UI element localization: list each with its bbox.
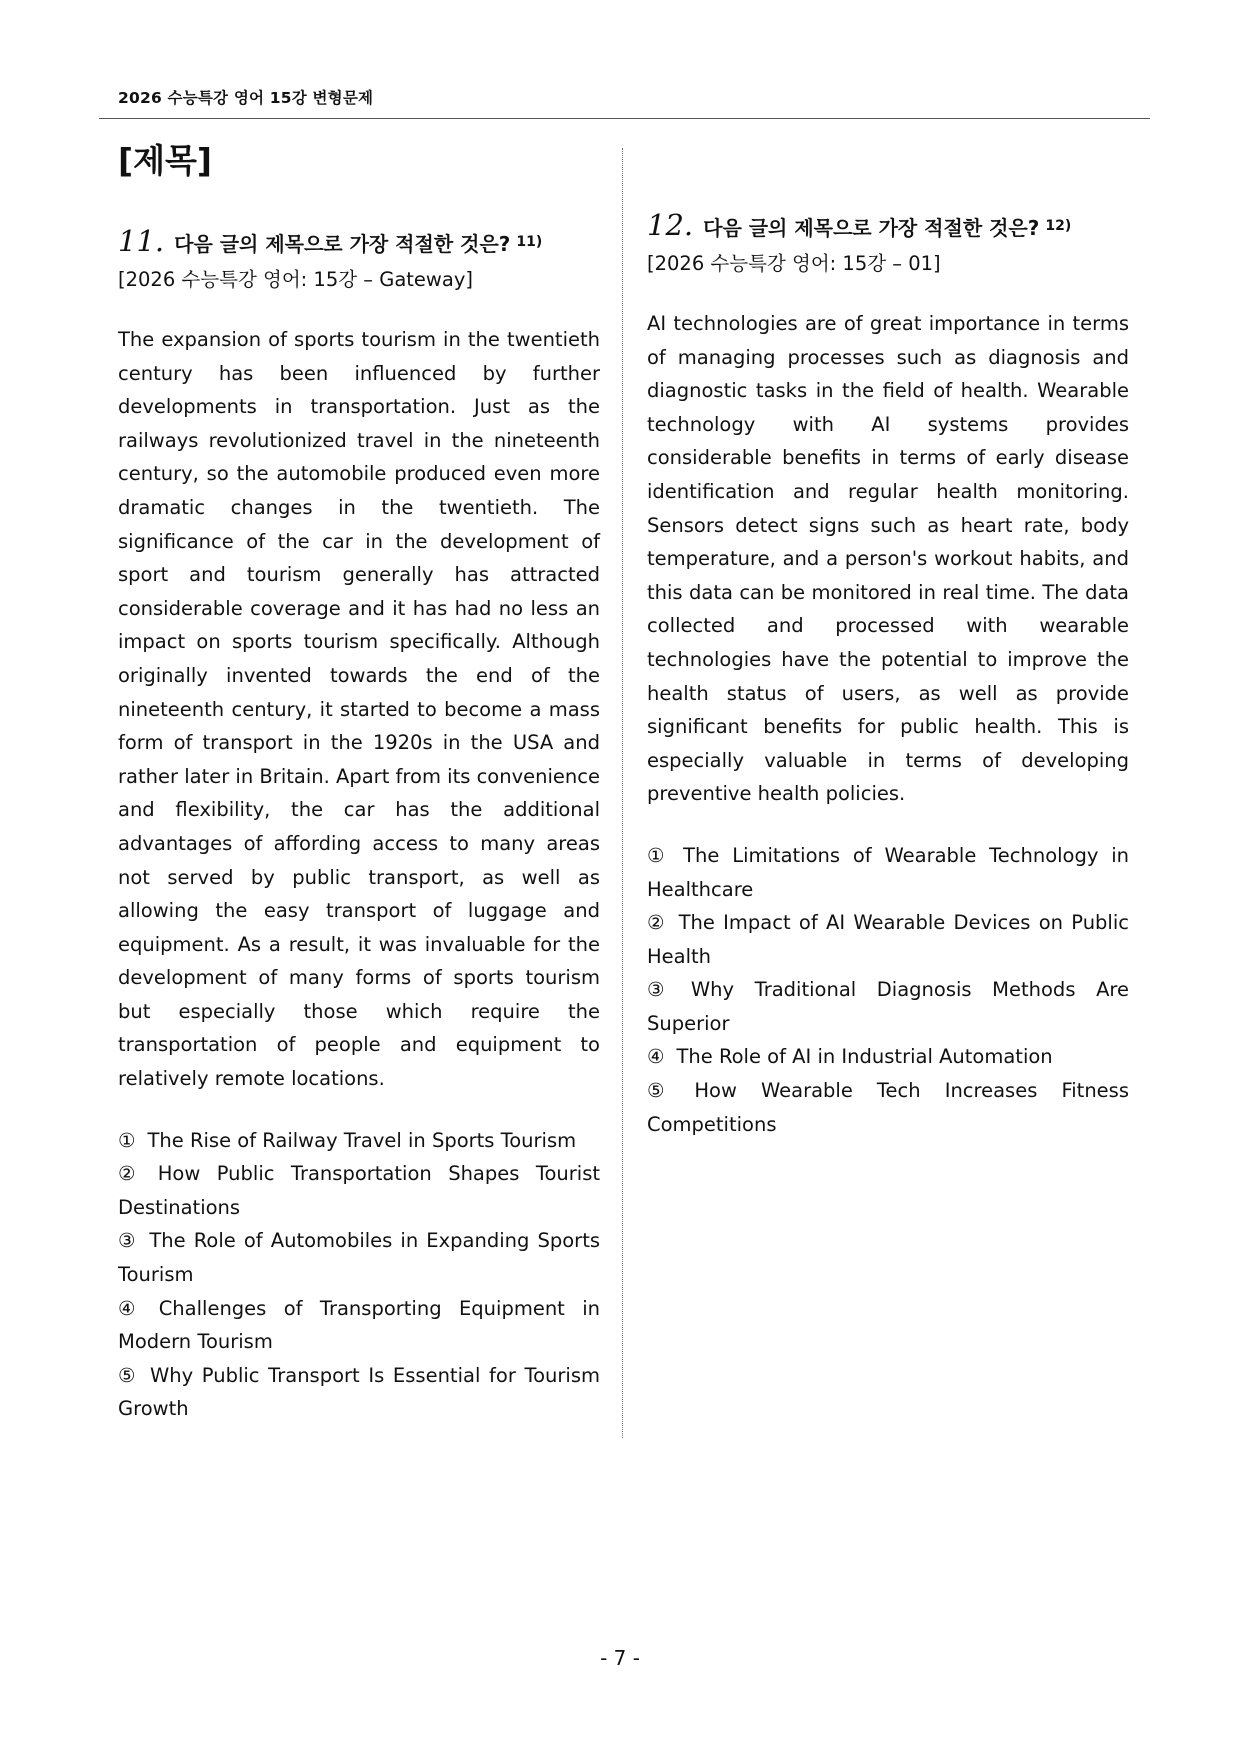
choice-text: How Public Transportation Shapes Tourist Destinations <box>118 1162 600 1219</box>
answer-choice-3[interactable] <box>118 1224 600 1291</box>
choice-text: The Impact of AI Wearable Devices on Public Health <box>647 911 1129 968</box>
footnote-marker: 11) <box>516 234 543 250</box>
answer-choice-2[interactable] <box>647 906 1129 973</box>
question-11 <box>118 226 600 1426</box>
choice-number: ⑤ <box>647 1079 683 1103</box>
question-12 <box>647 210 1129 1141</box>
question-passage: AI technologies are of great importance in terms of managing processes such as diagnosis and diagnostic tasks in the field of health. Wearable technology with AI systems provides considerable benefits in terms of early disease identification and regular health monitoring. Sensors detect signs such as heart rate, body temperature, and a person's workout habits, and this data can be monitored in real time. The data collected and processed with wearable technologies have the potential to improve the health status of users, as well as provide significant benefits for public health. This is especially valuable in terms of developing preventive health policies. <box>647 312 1129 806</box>
choice-number: ① <box>647 843 672 867</box>
question-heading <box>118 226 600 259</box>
question-number: 11. <box>118 224 165 258</box>
answer-choices <box>647 839 1129 1141</box>
answer-choice-4[interactable] <box>118 1292 600 1359</box>
choice-text: The Role of AI in Industrial Automation <box>676 1045 1053 1069</box>
answer-choice-2[interactable] <box>118 1157 600 1224</box>
section-title: [제목] <box>118 141 212 180</box>
choice-text: Why Public Transport Is Essential for Tourism Growth <box>118 1363 600 1421</box>
answer-choice-1[interactable] <box>647 839 1129 906</box>
answer-choice-4[interactable] <box>647 1040 1129 1074</box>
choice-number: ② <box>647 911 667 935</box>
choice-number: ③ <box>647 978 679 1002</box>
choice-number: ② <box>118 1162 146 1186</box>
question-prompt: 다음 글의 제목으로 가장 적절한 것은? <box>174 232 511 256</box>
header-divider <box>99 118 1150 119</box>
answer-choice-3[interactable] <box>647 973 1129 1040</box>
page-number: - 7 - <box>600 1646 640 1670</box>
answer-choices <box>118 1124 600 1426</box>
footnote-marker: 12) <box>1045 218 1072 234</box>
choice-text: Challenges of Transporting Equipment in Modern Tourism <box>118 1296 600 1354</box>
answer-choice-5[interactable] <box>647 1074 1129 1141</box>
column-divider <box>622 148 623 1438</box>
question-passage: The expansion of sports tourism in the twentieth century has been influenced by further developments in transportation. Just as the railways revolutionized travel in the nineteenth century, so the automobile produced even more dramatic changes in the twentieth. The significance of the car in the development of sport and tourism generally has attracted considerable coverage and it has had no less an impact on sports tourism specifically. Although originally invented towards the end of the nineteenth century, it started to become a mass form of transport in the 1920s in the USA and rather later in Britain. Apart from its convenience and flexibility, the car has the additional advantages of affording access to many areas not served by public transport, as well as allowing the easy transport of luggage and equipment. As a result, it was invaluable for the development of many forms of sports tourism but especially those which require the transportation of people and equipment to relatively remote locations. <box>118 328 600 1091</box>
choice-number: ③ <box>118 1229 138 1253</box>
question-source: [2026 수능특강 영어: 15강 – Gateway] <box>118 268 473 291</box>
answer-choice-1[interactable] <box>118 1124 600 1158</box>
answer-choice-5[interactable] <box>118 1359 600 1426</box>
page-header: 2026 수능특강 영어 15강 변형문제 <box>118 89 374 107</box>
choice-number: ④ <box>118 1296 147 1320</box>
choice-text: The Role of Automobiles in Expanding Sports Tourism <box>118 1229 600 1287</box>
question-number: 12. <box>647 208 694 242</box>
choice-text: How Wearable Tech Increases Fitness Competitions <box>647 1079 1129 1136</box>
question-prompt: 다음 글의 제목으로 가장 적절한 것은? <box>703 216 1040 240</box>
choice-number: ⑤ <box>118 1363 138 1387</box>
choice-text: The Rise of Railway Travel in Sports Tourism <box>147 1128 577 1152</box>
question-source: [2026 수능특강 영어: 15강 – 01] <box>647 252 941 275</box>
question-heading <box>647 210 1129 243</box>
choice-text: Why Traditional Diagnosis Methods Are Superior <box>647 978 1129 1035</box>
choice-number: ① <box>118 1128 136 1152</box>
choice-text: The Limitations of Wearable Technology in Healthcare <box>647 843 1129 901</box>
choice-number: ④ <box>647 1045 665 1069</box>
